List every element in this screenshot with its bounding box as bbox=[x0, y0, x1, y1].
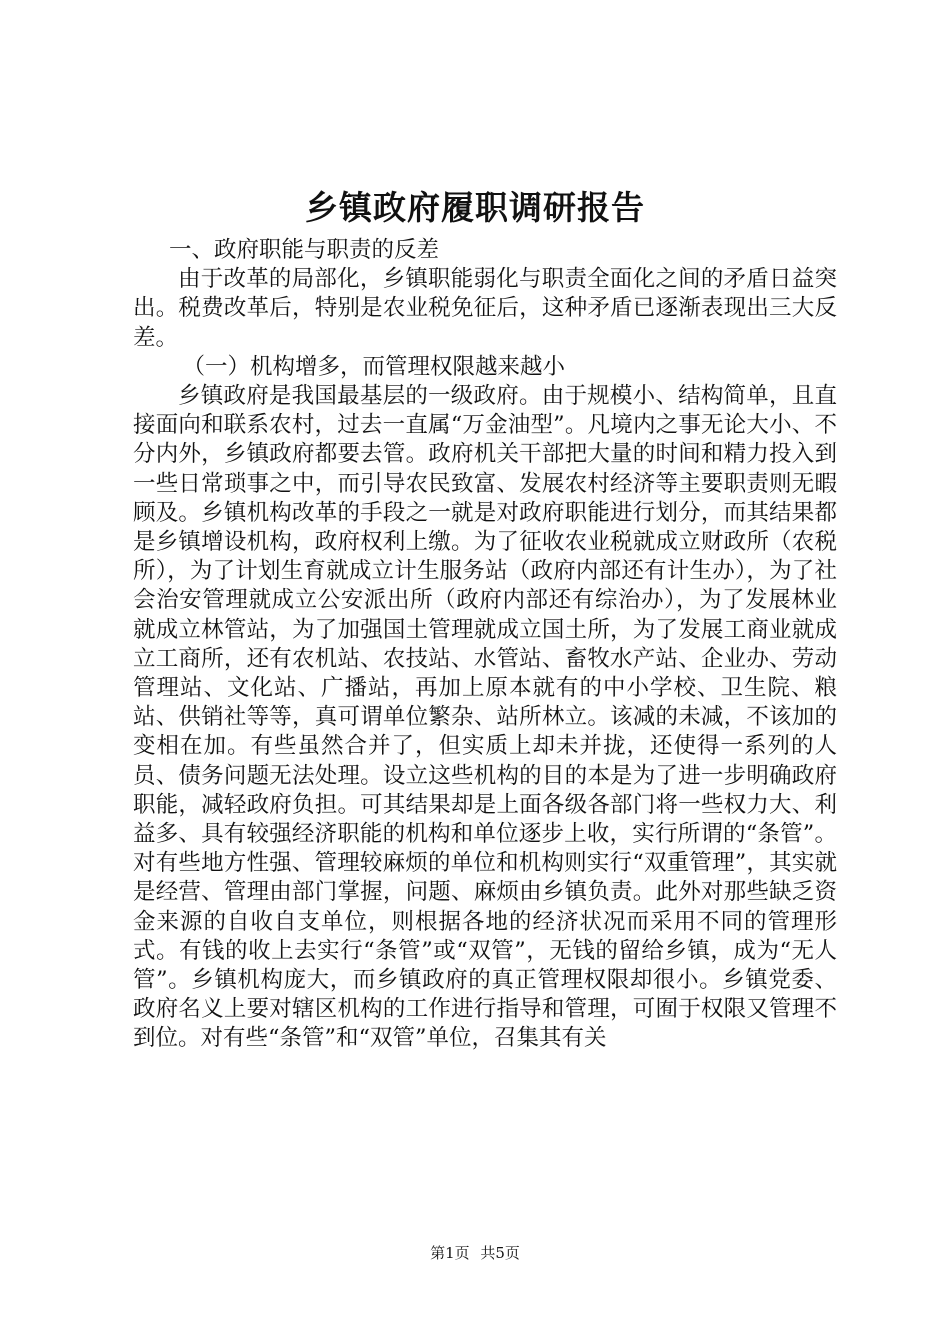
page-footer bbox=[0, 1243, 950, 1263]
body-paragraph: 乡镇政府是我国最基层的一级政府。由于规模小、结构简单，且直接面向和联系农村，过去一直属“万金油型”。凡境内之事无论大小、不分内外，乡镇政府都要去管。政府机关干部把大量的时间和精力投入到一些日常琐事之中，而引导农民致富、发展农村经济等主要职责则无暇顾及。乡镇机构改革的手段之一就是对政府职能进行划分，而其结果都是乡镇增设机构，政府权利上缴。为了征收农业税就成立财政所（农税所），为了计划生育就成立计生服务站（政府内部还有计生办），为了社会治安管理就成立公安派出所（政府内部还有综治办），为了发展林业就成立林管站，为了加强国土管理就成立国土所，为了发展工商业就成立工商所，还有农机站、农技站、水管站、畜牧水产站、企业办、劳动管理站、文化站、广播站，再加上原本就有的中小学校、卫生院、粮站、供销社等等，真可谓单位繁杂、站所林立。该减的未减，不该加的变相在加。有些虽然合并了，但实质上却未并拢，还使得一系列的人员、债务问题无法处理。设立这些机构的目的本是为了进一步明确政府职能，减轻政府负担。可其结果却是上面各级各部门将一些权力大、利益多、具有较强经济职能的机构和单位逐步上收，实行所谓的“条管”。对有些地方性强、管理较麻烦的单位和机构则实行“双重管理”，其实就是经营、管理由部门掌握，问题、麻烦由乡镇负责。此外对那些缺乏资金来源的自收自支单位，则根据各地的经济状况而采用不同的管理形式。有钱的收上去实行“条管”或“双管”，无钱的留给乡镇，成为“无人管”。乡镇机构庞大，而乡镇政府的真正管理权限却很小。乡镇党委、政府名义上要对辖区机构的工作进行指导和管理，可囿于权限又管理不到位。对有些“条管”和“双管”单位，召集其有关 bbox=[133, 383, 837, 1052]
section-heading: 一、政府职能与职责的反差 bbox=[169, 237, 440, 263]
document-title: 乡镇政府履职调研报告 bbox=[305, 188, 645, 227]
page-number: 第1页 bbox=[430, 1244, 470, 1262]
page-total: 共5页 bbox=[480, 1244, 520, 1262]
document-body bbox=[133, 236, 837, 1054]
subsection-heading: （一）机构增多，而管理权限越来越小 bbox=[182, 353, 566, 380]
intro-paragraph: 由于改革的局部化，乡镇职能弱化与职责全面化之间的矛盾日益突出。税费改革后，特别是农业税免征后，这种矛盾已逐渐表现出三大反差。 bbox=[133, 266, 837, 351]
